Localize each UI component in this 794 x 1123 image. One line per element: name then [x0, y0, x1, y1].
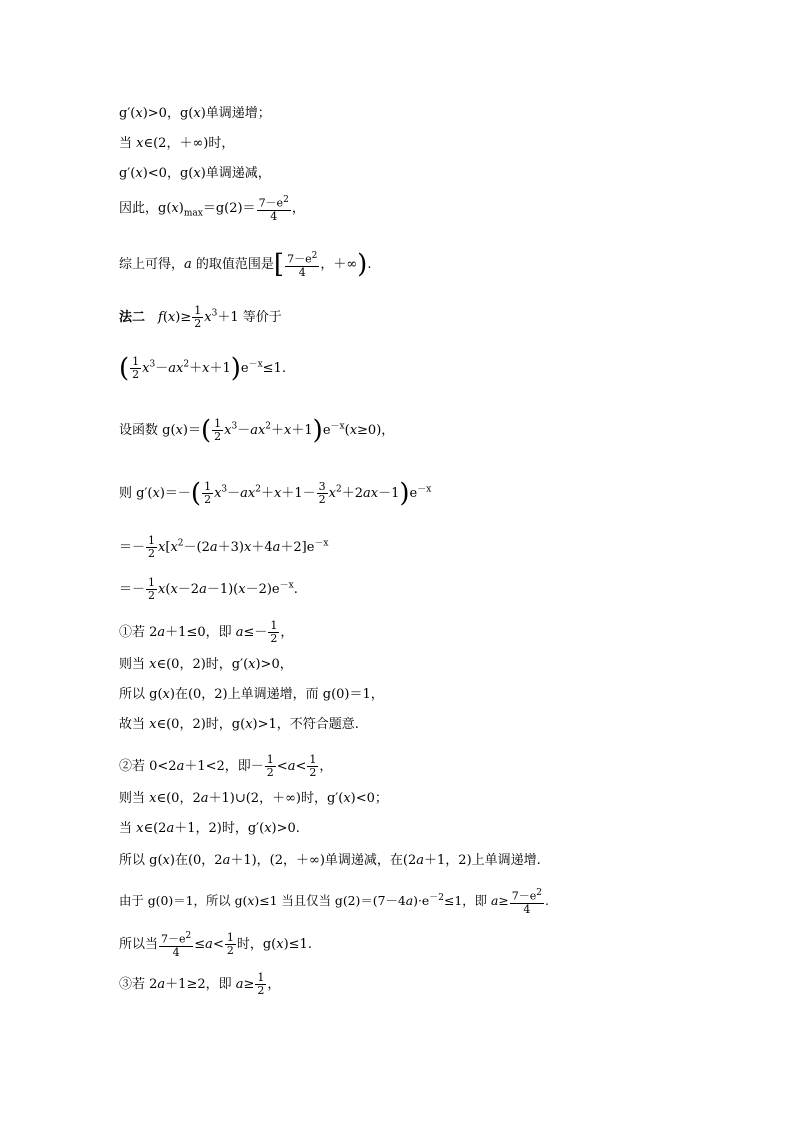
text-line: 则当 x∈(0，2a＋1)∪(2，＋∞)时，g′(x)<0； — [119, 791, 388, 806]
text-line: 因此，$g(x)_{max}=g(2)=$ $\frac{7-e^2}{4}$ ， — [119, 195, 305, 223]
text-line: 设函数 g(x)＝( $\frac{1}{2}$ $x^3-ax^2+x+1)e^{-x}(x\ge 0)$， — [119, 415, 395, 446]
text-line: 故当 x∈(0，2)时，g(x)>1，不符合题意. — [119, 717, 359, 732]
text-line: 所以当 $\frac{7-e^2}{4}$ ≤a< $\frac{1}{2}$ 时，g(x)≤1. — [119, 930, 312, 959]
text-line: ( $\frac{1}{2}$ $x^3-ax^2+x+1)e^{-x}\le 1$. — [119, 353, 286, 384]
text-line: ①若 2a＋1≤0，即 a≤－ $\frac{1}{2}$ ， — [119, 619, 294, 645]
text-line: 则当 x∈(0，2)时，g′(x)>0， — [119, 657, 293, 672]
text-line — [119, 106, 271, 122]
text-line: ＝－ $\frac{1}{2}$ $x[x^2-(2a+3)x+4a+2]e^{-x}$ — [119, 534, 329, 560]
text-line: 则 g′(x)＝－( $\frac{1}{2}$ $x^3-ax^2+x+1-$ $\frac{3}{2}$ $x^2+2ax-1)e^{-x}$ — [119, 478, 432, 509]
text-line: 当 x∈(2，＋∞)时， — [119, 136, 235, 151]
text-line: ②若 0<2a＋1<2，即－ $\frac{1}{2}$ <a< $\frac{1}{2}$ ， — [119, 753, 333, 779]
text-line: 综上可得，a 的取值范围是[ $\frac{7-e^2}{4}$ ，＋∞). — [119, 249, 372, 280]
text-line: 所以 g(x)在(0，2a＋1)，(2，＋∞)单调递减，在(2a＋1，2)上单调递增. — [119, 853, 541, 868]
text-line: ＝－ $\frac{1}{2}$ $x(x-2a-1)(x-2)e^{-x}$. — [119, 576, 298, 602]
fraction: $\frac{7-e^2}{4}$ — [258, 195, 289, 223]
text-line: g′(x)<0，g(x)单调递减， — [119, 166, 271, 181]
text-line: 当 x∈(2a＋1，2)时，g′(x)>0. — [119, 821, 300, 836]
text-line: 由于 g(0)＝1，所以 g(x)≤1 当且仅当 $g(2)=(7-4a)\cdot e^{-2}\le 1$，即 a≥ $\frac{7-e^2}{4}$ . — [119, 888, 549, 916]
text-line: 所以 g(x)在(0，2)上单调递增，而 g(0)＝1， — [119, 687, 384, 702]
line-1: g′(x)>0，g(x)单调递增； — [119, 106, 271, 121]
text-line: 法二 f(x)≥ $\frac{1}{2}$ $x^3+1$ 等价于 — [119, 304, 282, 330]
text-line: ③若 2a＋1≥2，即 a≥ $\frac{1}{2}$ ， — [119, 971, 281, 997]
